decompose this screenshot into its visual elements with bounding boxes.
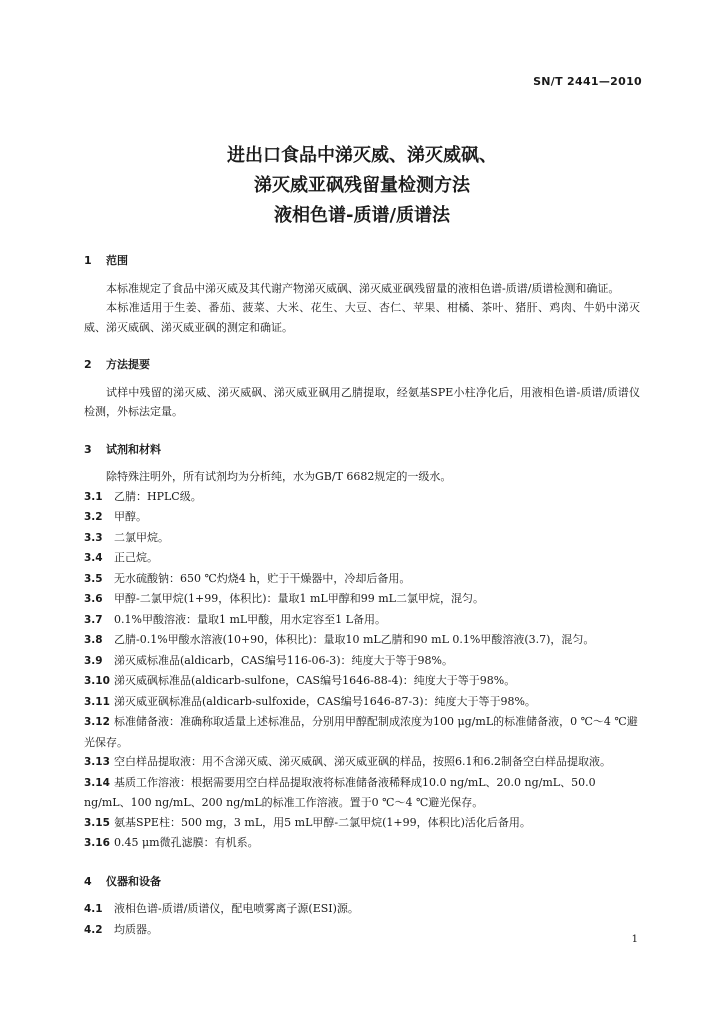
clause-item — [84, 651, 640, 672]
clause-item — [84, 899, 640, 920]
clause-item — [84, 752, 640, 773]
clause-number: 3.10 — [84, 675, 110, 687]
clause-item — [84, 528, 640, 549]
clause-item — [84, 833, 640, 854]
section-title: 试剂和材料 — [106, 442, 161, 456]
clause-text: 无水硫酸钠：650 ℃灼烧4 h，贮于干燥器中，冷却后备用。 — [114, 571, 411, 585]
section-heading-apparatus — [84, 872, 640, 892]
clause-text: 氨基SPE柱：500 mg，3 mL，用5 mL甲醇-二氯甲烷(1+99，体积比)活化后备用。 — [114, 815, 531, 829]
standard-code: SN/T 2441—2010 — [533, 75, 642, 88]
clause-number: 3.16 — [84, 837, 110, 849]
clause-item — [84, 630, 640, 651]
clause-item — [84, 610, 640, 631]
clause-number: 3.2 — [84, 511, 103, 523]
clause-number: 3.7 — [84, 613, 103, 626]
paragraph: 本标准适用于生姜、番茄、菠菜、大米、花生、大豆、杏仁、苹果、柑橘、茶叶、猪肝、鸡肉、牛奶中涕灭威、涕灭威砜、涕灭威亚砜的测定和确证。 — [84, 301, 640, 334]
document-body — [84, 251, 640, 940]
section-number: 3 — [84, 442, 92, 456]
section-title: 仪器和设备 — [106, 874, 161, 888]
paragraph: 除特殊注明外，所有试剂均为分析纯，水为GB/T 6682规定的一级水。 — [106, 470, 452, 483]
clause-item — [84, 589, 640, 610]
clause-number: 4.1 — [84, 903, 103, 915]
clause-text: 涕灭威亚砜标准品(aldicarb-sulfoxide，CAS编号1646-87-3)：纯度大于等于98%。 — [114, 694, 536, 708]
clause-item — [84, 692, 640, 713]
clause-text: 均质器。 — [114, 922, 158, 936]
clause-text: 涕灭威标准品(aldicarb，CAS编号116-06-3)：纯度大于等于98%。 — [114, 653, 454, 667]
clause-number: 3.1 — [84, 490, 103, 503]
document-title — [0, 141, 724, 231]
clause-number: 3.11 — [84, 695, 110, 708]
clause-text: 乙腈：HPLC级。 — [114, 489, 202, 503]
clause-number: 3.6 — [84, 593, 103, 605]
paragraph: 试样中残留的涕灭威、涕灭威砜、涕灭威亚砜用乙腈提取，经氨基SPE小柱净化后，用液相色谱-质谱/质谱仪检测，外标法定量。 — [84, 385, 640, 418]
clause-item — [84, 813, 640, 834]
section-number: 1 — [84, 254, 92, 267]
clause-text: 乙腈-0.1%甲酸水溶液(10+90，体积比)：量取10 mL乙腈和90 mL 0.1%甲酸溶液(3.7)，混匀。 — [114, 633, 595, 646]
clause-text: 0.1%甲酸溶液：量取1 mL甲酸，用水定容至1 L备用。 — [114, 612, 386, 626]
title-line-1: 进出口食品中涕灭威、涕灭威砜、 — [227, 145, 497, 166]
clause-number: 3.8 — [84, 634, 103, 646]
clause-item — [84, 712, 640, 752]
clause-item — [84, 920, 640, 941]
clause-text: 基质工作溶液：根据需要用空白样品提取液将标准储备液稀释成10.0 ng/mL、20.0 ng/mL、50.0 ng/mL、100 ng/mL、200 ng/mL的标准工作溶液。置于0 ℃～4 ℃避光保存。 — [84, 775, 596, 809]
clause-text: 空白样品提取液：用不含涕灭威、涕灭威砜、涕灭威亚砜的样品，按照6.1和6.2制备空白样品提取液。 — [114, 755, 611, 768]
clause-item — [84, 507, 640, 528]
clause-item — [84, 671, 640, 692]
clause-number: 3.14 — [84, 776, 110, 789]
clause-number: 3.12 — [84, 716, 110, 728]
clause-item — [84, 569, 640, 590]
clause-text: 甲醇-二氯甲烷(1+99，体积比)：量取1 mL甲醇和99 mL二氯甲烷，混匀。 — [114, 592, 484, 605]
clause-text: 二氯甲烷。 — [114, 530, 169, 544]
clause-number: 3.9 — [84, 654, 103, 667]
section-title: 方法提要 — [106, 358, 150, 371]
section-heading-reagents — [84, 440, 640, 460]
section-number: 2 — [84, 358, 92, 371]
clause-item — [84, 548, 640, 569]
clause-item — [84, 773, 640, 813]
page-number: 1 — [631, 934, 638, 945]
clause-number: 3.3 — [84, 531, 103, 544]
clause-text: 液相色谱-质谱/质谱仪，配电喷雾离子源(ESI)源。 — [114, 902, 359, 915]
title-line-2: 涕灭威亚砜残留量检测方法 — [254, 175, 470, 196]
clause-number: 3.5 — [84, 572, 103, 585]
clause-item — [84, 487, 640, 508]
clause-text: 0.45 μm微孔滤膜：有机系。 — [114, 836, 259, 849]
clause-text: 标准储备液：准确称取适量上述标准品，分别用甲醇配制成浓度为100 μg/mL的标准储备液，0 ℃～4 ℃避光保存。 — [84, 715, 638, 749]
clause-number: 3.13 — [84, 756, 110, 768]
clause-text: 涕灭威砜标准品(aldicarb-sulfone，CAS编号1646-88-4)：纯度大于等于98%。 — [114, 674, 516, 687]
paragraph: 本标准规定了食品中涕灭威及其代谢产物涕灭威砜、涕灭威亚砜残留量的液相色谱-质谱/质谱检测和确证。 — [106, 281, 620, 295]
clause-number: 3.4 — [84, 552, 103, 564]
section-title: 范围 — [106, 254, 128, 267]
clause-text: 正己烷。 — [114, 551, 158, 564]
title-line-3: 液相色谱-质谱/质谱法 — [273, 205, 451, 226]
clause-number: 4.2 — [84, 923, 103, 936]
section-heading-method-summary — [84, 355, 640, 375]
section-number: 4 — [84, 874, 92, 888]
clause-text: 甲醇。 — [114, 510, 147, 523]
section-heading-scope — [84, 251, 640, 271]
clause-number: 3.15 — [84, 816, 110, 829]
